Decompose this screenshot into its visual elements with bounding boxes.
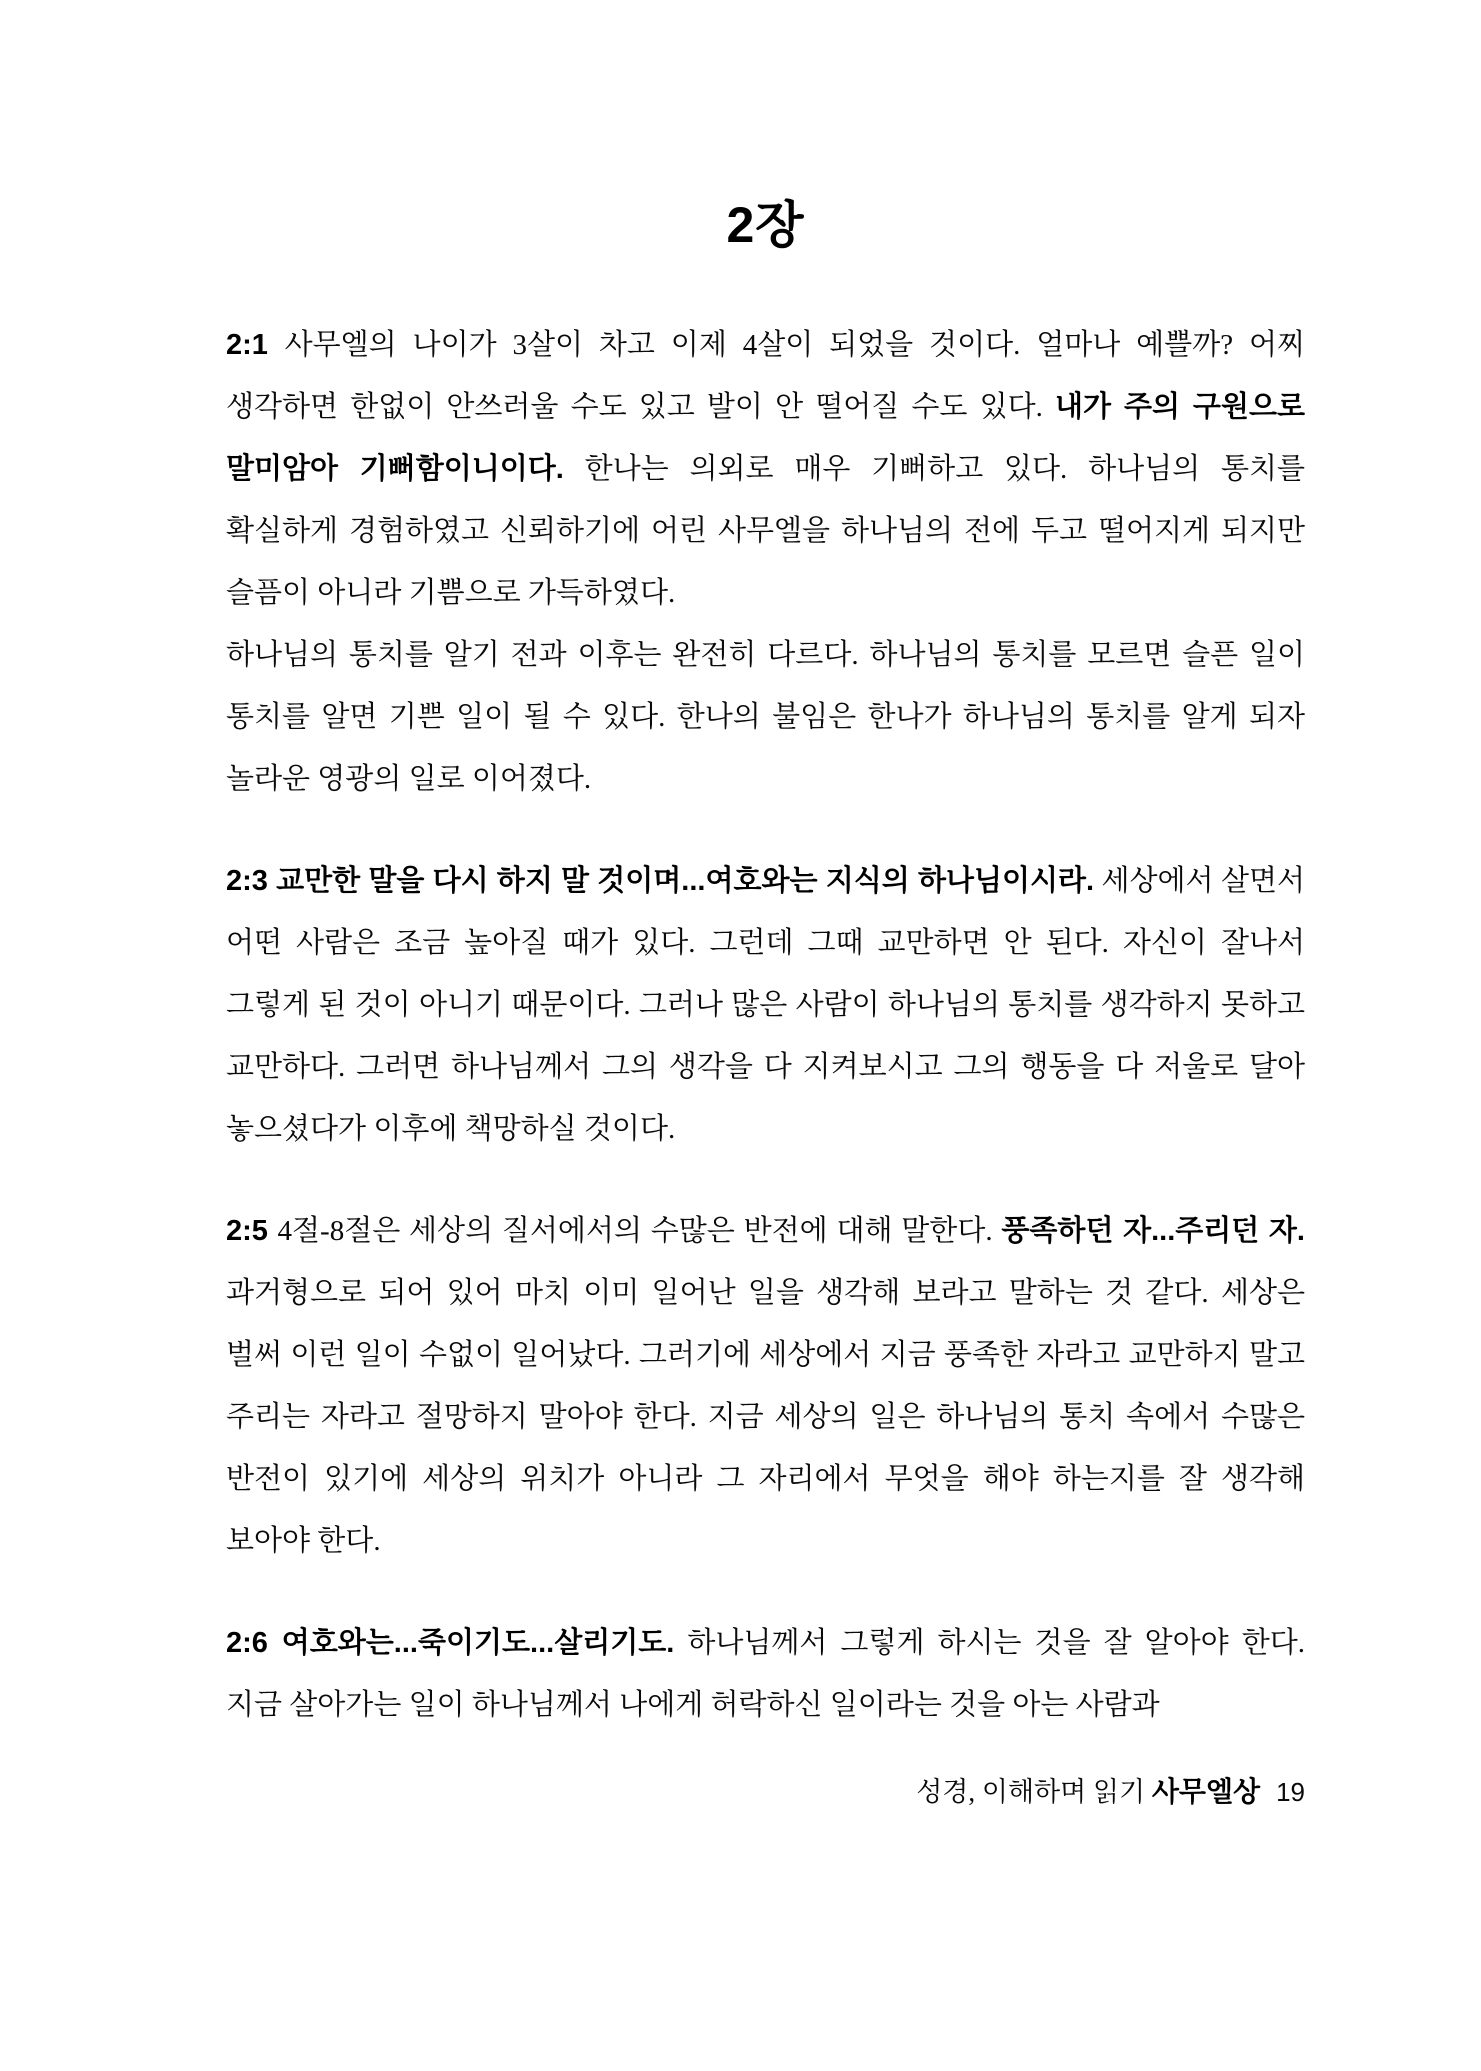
paragraph-2-3 bbox=[226, 850, 1305, 1160]
paragraph-2-6 bbox=[226, 1612, 1305, 1736]
commentary-text: 4절-8절은 세상의 질서에서의 수많은 반전에 대해 말한다. bbox=[277, 1215, 1002, 1247]
scripture-quote: 풍족하던 자...주리던 자. bbox=[1001, 1215, 1305, 1247]
commentary-body bbox=[226, 314, 1305, 1736]
commentary-text: 하나님께서 그렇게 하시는 것을 잘 알아야 한다. 지금 살아가는 일이 하나님께서 나에게 허락하신 일이라는 것을 아는 사람과 bbox=[226, 1627, 1305, 1721]
verse-reference: 2:1 bbox=[226, 329, 285, 361]
page-number: 19 bbox=[1276, 1777, 1305, 1807]
footer-series-label: 성경, 이해하며 읽기 bbox=[916, 1777, 1152, 1807]
chapter-title: 2장 bbox=[726, 197, 805, 253]
paragraph-continuation bbox=[226, 624, 1305, 810]
verse-reference: 2:5 bbox=[226, 1215, 278, 1247]
footer-book-title: 사무엘상 bbox=[1151, 1776, 1261, 1807]
commentary-text: 세상에서 살면서 어떤 사람은 조금 높아질 때가 있다. 그런데 그때 교만하면 안 된다. 자신이 잘나서 그렇게 된 것이 아니기 때문이다. 그러나 많은 사람이 하나님의 통치를 생각하지 못하고 교만하다. 그러면 하나님께서 그의 생각을 다 지켜보시고 그의 행동을 다 저울로 달아 놓으셨다가 이후에 책망하실 것이다. bbox=[226, 865, 1305, 1145]
page-footer bbox=[916, 1772, 1305, 1812]
commentary-text: 과거형으로 되어 있어 마치 이미 일어난 일을 생각해 보라고 말하는 것 같다. 세상은 벌써 이런 일이 수없이 일어났다. 그러기에 세상에서 지금 풍족한 자라고 교만하지 말고 주리는 자라고 절망하지 말아야 한다. 지금 세상의 일은 하나님의 통치 속에서 수많은 반전이 있기에 세상의 위치가 아니라 그 자리에서 무엇을 해야 하는지를 잘 생각해 보아야 한다. bbox=[226, 1277, 1305, 1557]
paragraph-2-5 bbox=[226, 1200, 1305, 1572]
verse-reference-and-quote: 2:3 교만한 말을 다시 하지 말 것이며...여호와는 지식의 하나님이시라. bbox=[226, 865, 1095, 897]
verse-reference-and-quote: 2:6 여호와는...죽이기도...살리기도. bbox=[226, 1627, 675, 1659]
commentary-text: 하나님의 통치를 알기 전과 이후는 완전히 다르다. 하나님의 통치를 모르면 슬픈 일이 통치를 알면 기쁜 일이 될 수 있다. 한나의 불임은 한나가 하나님의 통치를 알게 되자 놀라운 영광의 일로 이어졌다. bbox=[226, 639, 1305, 795]
paragraph-2-1 bbox=[226, 314, 1305, 624]
commentary-text: 사무엘의 나이가 3살이 차고 이제 4살이 되었을 것이다. 얼마나 예쁠까? 어찌 생각하면 한없이 안쓰러울 수도 있고 발이 안 떨어질 수도 있다. bbox=[226, 329, 1305, 423]
commentary-text: 한나는 의외로 매우 기뻐하고 있다. 하나님의 통치를 확실하게 경험하였고 신뢰하기에 어린 사무엘을 하나님의 전에 두고 떨어지게 되지만 슬픔이 아니라 기쁨으로 가득하였다. bbox=[226, 453, 1305, 609]
scripture-quote: 내가 주의 구원으로 말미암아 기뻐함이니이다. bbox=[226, 391, 1305, 485]
